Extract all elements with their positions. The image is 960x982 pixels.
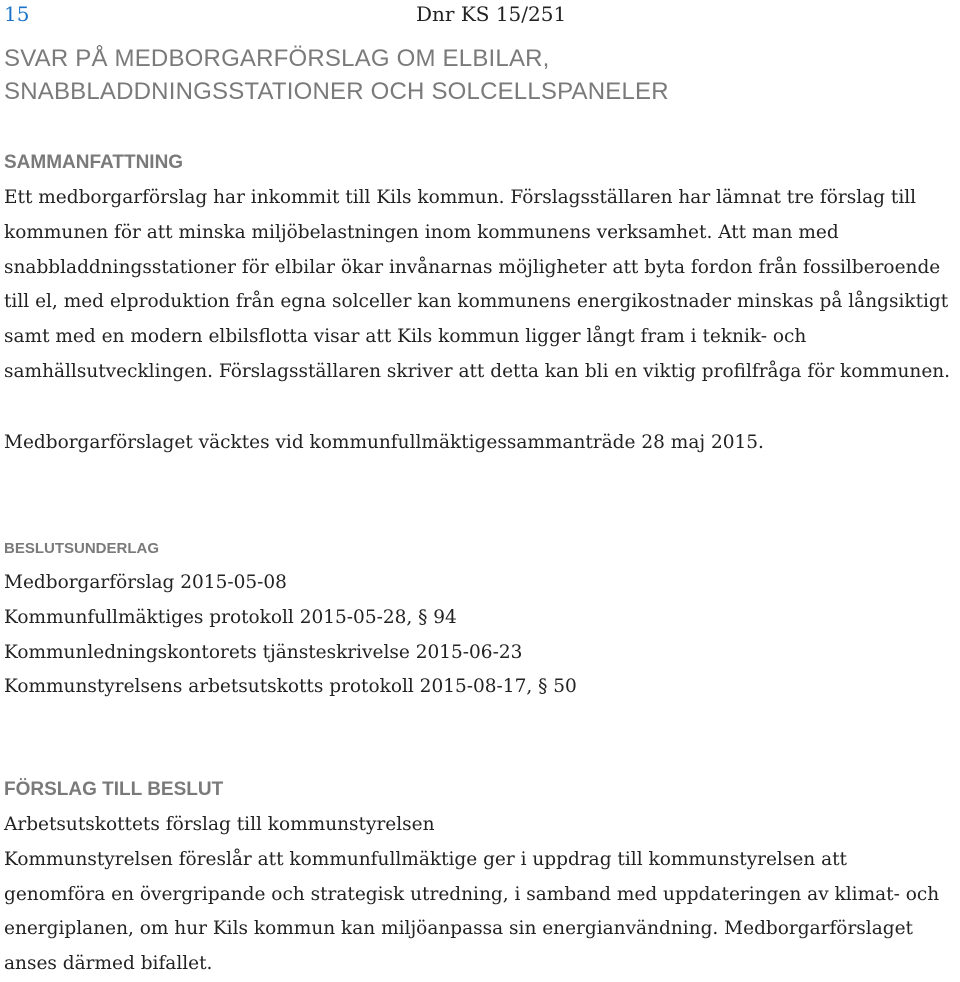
basis-item: Medborgarförslag 2015-05-08 bbox=[4, 572, 287, 593]
summary-line: kommunen för att minska miljöbelastningen inom kommunens verksamhet. Att man med bbox=[4, 221, 839, 243]
summary-line: samt med en modern elbilsflotta visar att Kils kommun ligger långt fram i teknik- och bbox=[4, 326, 807, 348]
basis-heading: BESLUTSUNDERLAG bbox=[4, 540, 160, 557]
proposal-line: Kommunstyrelsen föreslår att kommunfullmäktige ger i uppdrag till kommunstyrelsen att bbox=[4, 848, 847, 870]
proposal-heading: FÖRSLAG TILL BESLUT bbox=[4, 779, 224, 800]
summary-line: till el, med elproduktion från egna solceller kan kommunens energikostnader minskas på långsiktigt bbox=[4, 291, 949, 313]
summary-heading: SAMMANFATTNING bbox=[4, 152, 184, 173]
proposal-line: anses därmed bifallet. bbox=[4, 953, 213, 975]
proposal-body bbox=[4, 808, 939, 982]
proposal-line: Arbetsutskottets förslag till kommunstyrelsen bbox=[4, 814, 435, 835]
document-title bbox=[4, 42, 669, 108]
page-number: 15 bbox=[4, 2, 30, 26]
basis-item: Kommunledningskontorets tjänsteskrivelse 2015-06-23 bbox=[4, 641, 523, 663]
diary-number: Dnr KS 15/251 bbox=[416, 2, 567, 26]
basis-list bbox=[4, 566, 577, 705]
summary-line: snabbladdningsstationer för elbilar ökar invånarnas möjligheter att byta fordon från fossilberoende bbox=[4, 256, 941, 278]
title-line-2: SNABBLADDNINGSSTATIONER OCH SOLCELLSPANELER bbox=[4, 78, 669, 105]
summary-body bbox=[4, 181, 950, 390]
summary-note: Medborgarförslaget väcktes vid kommunfullmäktigessammanträde 28 maj 2015. bbox=[4, 432, 764, 453]
title-line-1: SVAR PÅ MEDBORGARFÖRSLAG OM ELBILAR, bbox=[4, 45, 550, 72]
proposal-line: genomföra en övergripande och strategisk utredning, i samband med uppdateringen av klimat- och bbox=[4, 883, 940, 905]
basis-item: Kommunfullmäktiges protokoll 2015-05-28, § 94 bbox=[4, 606, 457, 628]
proposal-line: energiplanen, om hur Kils kommun kan miljöanpassa sin energianvändning. Medborgarförslaget bbox=[4, 918, 913, 940]
basis-item: Kommunstyrelsens arbetsutskotts protokoll 2015-08-17, § 50 bbox=[4, 676, 577, 698]
summary-line: Ett medborgarförslag har inkommit till Kils kommun. Förslagsställaren har lämnat tre förslag till bbox=[4, 187, 917, 208]
summary-line: samhällsutvecklingen. Förslagsställaren skriver att detta kan bli en viktig profilfråga för kommunen. bbox=[4, 360, 951, 382]
